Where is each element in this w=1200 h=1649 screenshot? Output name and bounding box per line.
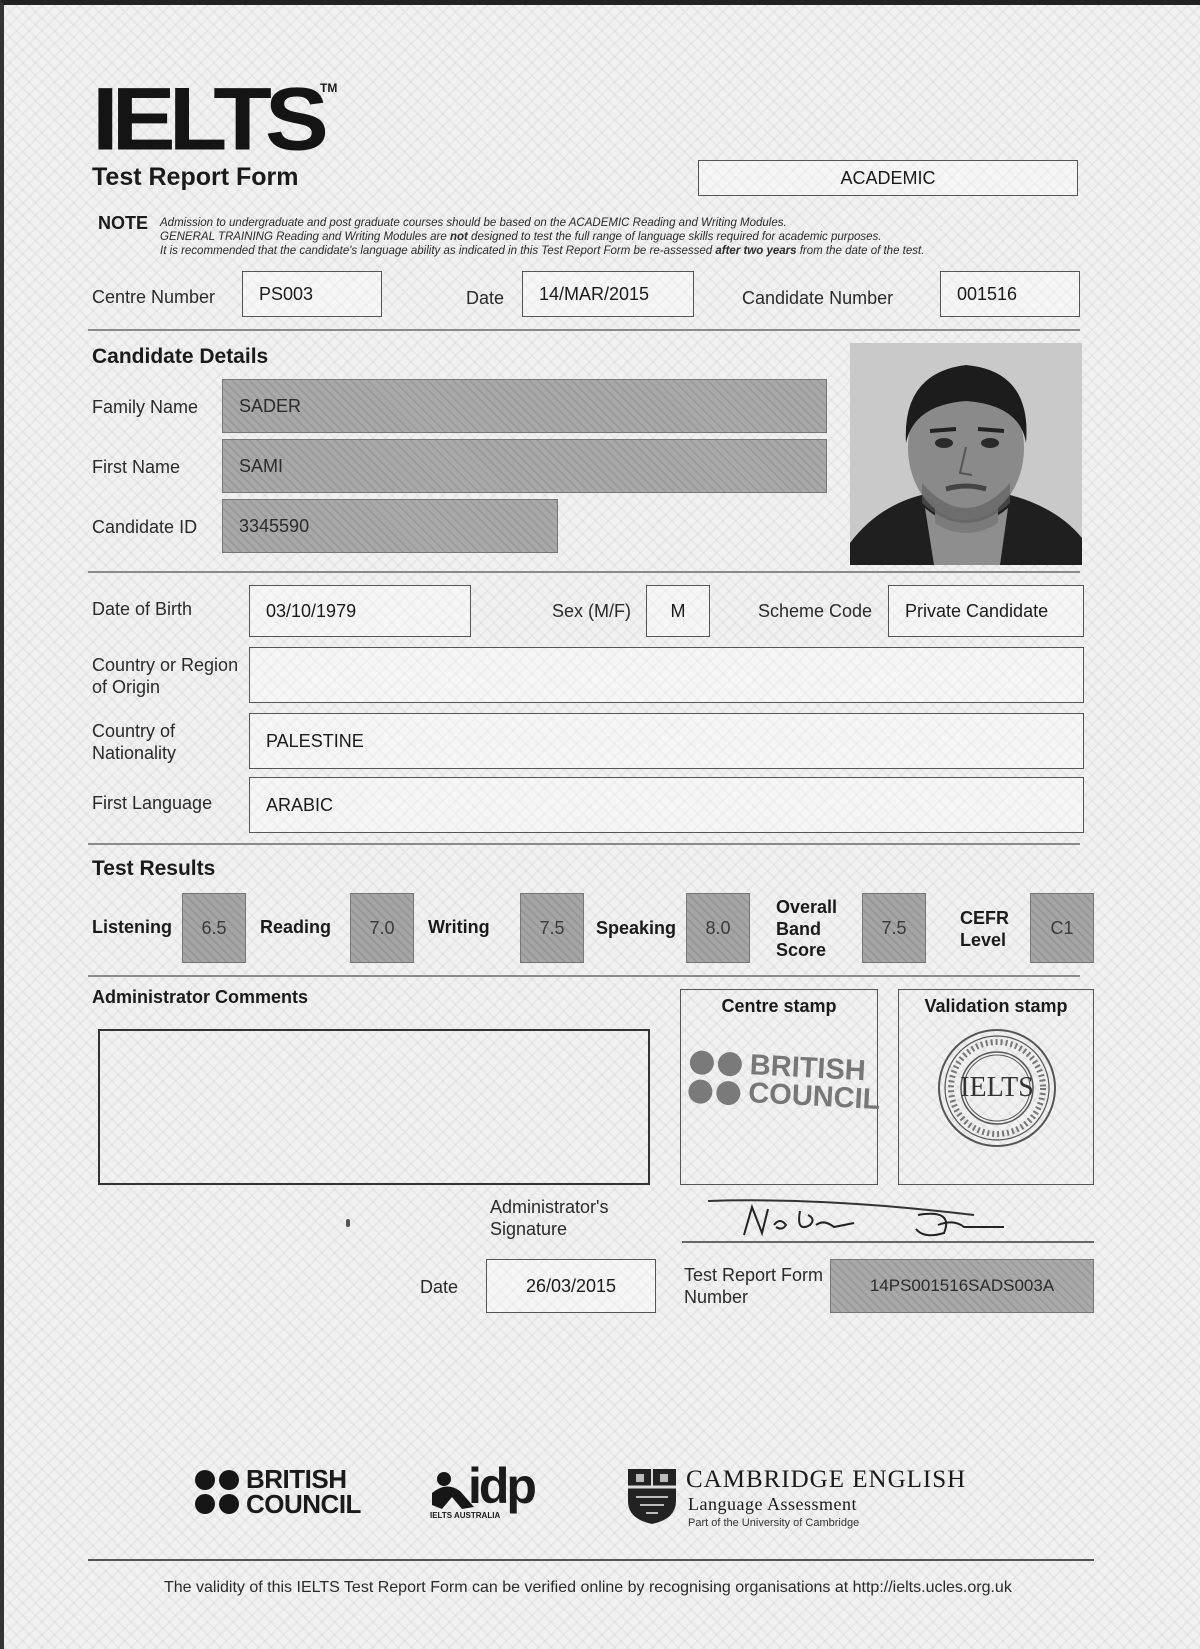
- divider: [88, 1559, 1094, 1561]
- cefr-label: CEFR Level: [960, 908, 1009, 950]
- idp-text: idp: [468, 1458, 534, 1514]
- reading-score: 7.0: [350, 893, 414, 963]
- overall-band-label: Overall Band Score: [776, 897, 838, 961]
- trademark-mark: TM: [320, 81, 338, 95]
- listening-score: 6.5: [182, 893, 246, 963]
- candidate-id-field: 3345590: [222, 499, 558, 553]
- cefr-level: C1: [1030, 893, 1094, 963]
- candidate-number-label: Candidate Number: [742, 288, 894, 308]
- idp-sub: IELTS AUSTRALIA: [430, 1511, 501, 1520]
- dob-label: Date of Birth: [92, 599, 193, 619]
- trf-number-field: 14PS001516SADS003A: [830, 1259, 1094, 1313]
- cambridge-part: Part of the University of Cambridge: [688, 1517, 860, 1529]
- divider: [88, 843, 1080, 845]
- note-line-3: It is recommended that the candidate's language ability as indicated in this Test Report Form be re-assessed after two years from the date of the test.: [160, 245, 925, 257]
- note-line-1: Admission to undergraduate and post graduate courses should be based on the ACADEMIC Reading and Writing Modules.: [160, 217, 787, 229]
- writing-score: 7.5: [520, 893, 584, 963]
- overall-band-score: 7.5: [862, 893, 926, 963]
- british-council-logo: [194, 1464, 361, 1519]
- idp-logo: [430, 1458, 554, 1523]
- test-results-title: Test Results: [92, 857, 216, 880]
- nationality-label: Country of Nationality: [92, 721, 177, 763]
- scheme-code-label: Scheme Code: [758, 601, 873, 621]
- bc-line-2: COUNCIL: [246, 1488, 361, 1519]
- validation-stamp-box: [898, 989, 1094, 1185]
- first-language-field: ARABIC: [249, 777, 1084, 833]
- module-box: [698, 160, 1078, 196]
- first-name-field: SAMI: [222, 439, 827, 493]
- sex-field: M: [646, 585, 710, 637]
- centre-stamp-label: Centre stamp: [721, 996, 837, 1016]
- nationality-field: PALESTINE: [249, 713, 1084, 769]
- british-council-logo-icon: [194, 1468, 242, 1516]
- bc-line-1: BRITISH: [246, 1464, 347, 1494]
- admin-signature-label: Administrator's Signature: [490, 1197, 609, 1239]
- listening-label: Listening: [92, 917, 172, 937]
- british-council-dots-icon: [686, 1047, 749, 1110]
- family-name-label: Family Name: [92, 397, 199, 417]
- british-council-stamp: [686, 1047, 883, 1117]
- centre-stamp-box: [680, 989, 882, 1185]
- dob-field: 03/10/1979: [249, 585, 471, 637]
- admin-comments-label: Administrator Comments: [92, 987, 309, 1007]
- divider: [88, 571, 1080, 573]
- scheme-code-field: Private Candidate: [888, 585, 1084, 637]
- cambridge-sub: Language Assessment: [688, 1494, 857, 1514]
- candidate-id-label: Candidate ID: [92, 517, 198, 537]
- admin-comments-box: [98, 1029, 650, 1185]
- trf-number-label: Test Report Form Number: [684, 1265, 824, 1307]
- sex-label: Sex (M/F): [552, 601, 631, 621]
- note-label: NOTE: [98, 213, 149, 233]
- test-date-label: Date: [466, 288, 505, 308]
- candidate-number-field: 001516: [940, 271, 1080, 317]
- centre-number-label: Centre Number: [92, 287, 216, 307]
- validation-stamp-label: Validation stamp: [924, 996, 1068, 1016]
- candidate-photo: [850, 343, 1082, 565]
- reading-label: Reading: [260, 917, 332, 937]
- validity-text: The validity of this IELTS Test Report Form can be verified online by recognising organisations at http://ielts.ucles.org.uk: [164, 1579, 1012, 1596]
- candidate-details-title: Candidate Details: [92, 345, 269, 368]
- stamp-line-1: BRITISH: [748, 1049, 867, 1088]
- issue-date-label: Date: [420, 1277, 459, 1297]
- writing-label: Writing: [428, 917, 490, 937]
- module-value: ACADEMIC: [840, 167, 936, 188]
- cambridge-title: CAMBRIDGE ENGLISH: [686, 1466, 967, 1493]
- divider: [88, 975, 1080, 977]
- origin-field: [249, 647, 1084, 703]
- origin-label: Country or Region of Origin: [92, 655, 239, 697]
- stamp-line-2: COUNCIL: [747, 1077, 882, 1117]
- issue-date-field: 26/03/2015: [486, 1259, 656, 1313]
- validation-seal-text: IELTS: [960, 1072, 1034, 1103]
- test-date-field: 14/MAR/2015: [522, 271, 694, 317]
- note-line-2: GENERAL TRAINING Reading and Writing Modules are not designed to test the full range of language skills required for academic purposes.: [160, 231, 882, 243]
- portrait-image: [850, 343, 1082, 565]
- family-name-field: SADER: [222, 379, 827, 433]
- speaking-score: 8.0: [686, 893, 750, 963]
- speaking-label: Speaking: [596, 918, 677, 938]
- form-title: Test Report Form: [92, 163, 299, 191]
- cambridge-crest-icon: [626, 1467, 678, 1525]
- centre-number-field: PS003: [242, 271, 382, 317]
- ink-mark: [346, 1219, 350, 1227]
- divider: [88, 329, 1080, 331]
- handwritten-signature: [704, 1189, 1014, 1247]
- first-language-label: First Language: [92, 793, 213, 813]
- first-name-label: First Name: [92, 457, 181, 477]
- ielts-logo: IELTS: [92, 69, 322, 169]
